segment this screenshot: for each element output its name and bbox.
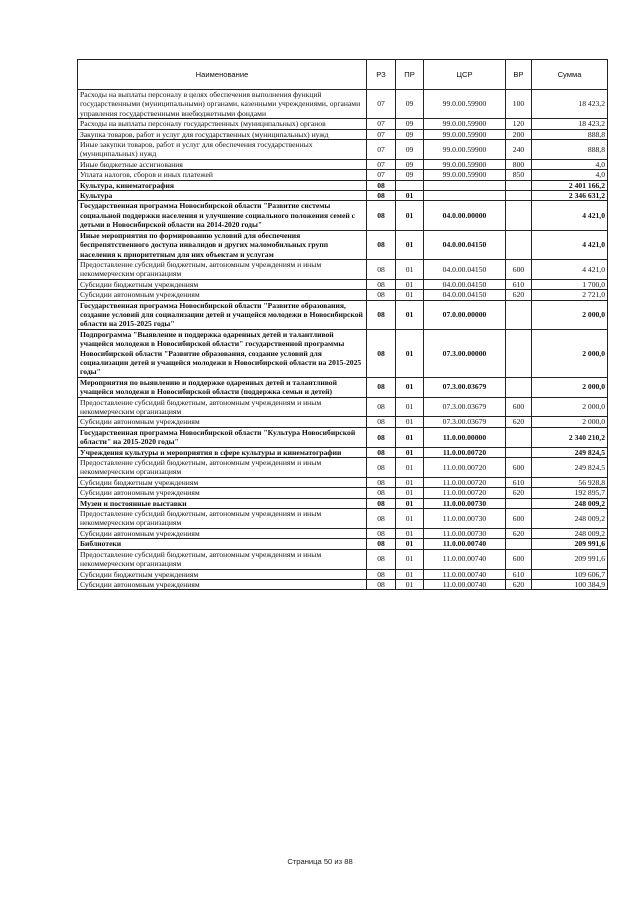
- row-name-cell: Государственная программа Новосибирской области "Развитие системы социальной поддержки населения и улучшение социального положения семей с детьми в Новосибирской области на 2014-2020 годы": [78, 201, 367, 230]
- col-header-sum: Сумма: [532, 60, 608, 90]
- row-sum-cell: 2 721,0: [532, 290, 608, 300]
- row-rz-cell: 08: [367, 528, 396, 538]
- row-rz-cell: 08: [367, 549, 396, 569]
- table-row: [78, 509, 608, 529]
- row-name-cell: Культура: [78, 191, 367, 201]
- row-rz-cell: 07: [367, 119, 396, 129]
- row-rz-cell: 08: [367, 458, 396, 478]
- row-pr-cell: 01: [396, 477, 424, 487]
- row-pr-cell: 01: [396, 191, 424, 201]
- row-vr-cell: 620: [506, 528, 532, 538]
- row-pr-cell: 01: [396, 259, 424, 279]
- row-name-cell: Уплата налогов, сборов и иных платежей: [78, 170, 367, 180]
- budget-document: [77, 59, 607, 590]
- row-csr-cell: 11.0.00.00730: [424, 528, 506, 538]
- row-vr-cell: 240: [506, 140, 532, 160]
- row-pr-cell: 01: [396, 569, 424, 579]
- row-csr-cell: 11.0.00.00730: [424, 509, 506, 529]
- row-csr-cell: 11.0.00.00720: [424, 458, 506, 478]
- row-vr-cell: 620: [506, 579, 532, 589]
- row-sum-cell: 2 401 166,2: [532, 180, 608, 190]
- row-rz-cell: 08: [367, 569, 396, 579]
- row-csr-cell: 11.0.00.00730: [424, 498, 506, 508]
- row-sum-cell: 4 421,0: [532, 201, 608, 230]
- row-name-cell: Мероприятия по выявлению и поддержке одаренных детей и талантливой учащейся молодежи в Новосибирской области (поддержка семьи и детей): [78, 377, 367, 397]
- row-csr-cell: 99.0.00.59900: [424, 170, 506, 180]
- row-sum-cell: 109 606,7: [532, 569, 608, 579]
- row-rz-cell: 08: [367, 377, 396, 397]
- row-sum-cell: 4,0: [532, 170, 608, 180]
- row-rz-cell: 08: [367, 579, 396, 589]
- row-name-cell: Предоставление субсидий бюджетным, автономным учреждениям и иным некоммерческим организациям: [78, 259, 367, 279]
- row-pr-cell: 01: [396, 458, 424, 478]
- table-body: [78, 90, 608, 590]
- row-name-cell: Расходы на выплаты персоналу в целях обеспечения выполнения функций государственными (муниципальными) органами, казенными учреждениями, органами управления государственными внебюджетными фондами: [78, 90, 367, 119]
- row-rz-cell: 08: [367, 290, 396, 300]
- table-row: [78, 279, 608, 289]
- row-pr-cell: 01: [396, 539, 424, 549]
- row-sum-cell: 249 824,5: [532, 447, 608, 457]
- row-vr-cell: [506, 427, 532, 447]
- row-csr-cell: 11.0.00.00740: [424, 549, 506, 569]
- row-csr-cell: 04.0.00.04150: [424, 230, 506, 259]
- row-pr-cell: 01: [396, 230, 424, 259]
- row-vr-cell: 800: [506, 159, 532, 169]
- row-name-cell: Предоставление субсидий бюджетным, автономным учреждениям и иным некоммерческим организациям: [78, 549, 367, 569]
- row-rz-cell: 08: [367, 279, 396, 289]
- row-pr-cell: [396, 180, 424, 190]
- row-sum-cell: 4 421,0: [532, 230, 608, 259]
- row-sum-cell: 209 991,6: [532, 549, 608, 569]
- row-rz-cell: 07: [367, 90, 396, 119]
- row-pr-cell: 09: [396, 170, 424, 180]
- row-vr-cell: [506, 180, 532, 190]
- row-sum-cell: 2 000,0: [532, 397, 608, 417]
- row-vr-cell: 100: [506, 90, 532, 119]
- row-name-cell: Субсидии автономным учреждениям: [78, 290, 367, 300]
- col-header-rz: РЗ: [367, 60, 396, 90]
- row-name-cell: Учреждения культуры и мероприятия в сфере культуры и кинематографии: [78, 447, 367, 457]
- table-row: [78, 477, 608, 487]
- row-csr-cell: 99.0.00.59900: [424, 90, 506, 119]
- row-sum-cell: 248 009,2: [532, 528, 608, 538]
- row-pr-cell: 01: [396, 300, 424, 329]
- row-pr-cell: 09: [396, 90, 424, 119]
- row-name-cell: Подпрограмма "Выявление и поддержка одаренных детей и талантливой учащейся молодежи в Новосибирской области" государственной программы Новосибирской области "Развитие образования, создание условий для социализации детей и учащейся молодежи в Новосибирской области на 2015-2025 годы": [78, 329, 367, 377]
- row-csr-cell: 11.0.00.00000: [424, 427, 506, 447]
- row-name-cell: Субсидии бюджетным учреждениям: [78, 279, 367, 289]
- row-pr-cell: 01: [396, 528, 424, 538]
- row-vr-cell: 600: [506, 259, 532, 279]
- page-number: Страница 50 из 88: [287, 857, 353, 866]
- row-sum-cell: 248 009,2: [532, 498, 608, 508]
- row-vr-cell: [506, 329, 532, 377]
- row-pr-cell: 01: [396, 290, 424, 300]
- row-vr-cell: 620: [506, 417, 532, 427]
- row-pr-cell: 01: [396, 498, 424, 508]
- row-name-cell: Библиотеки: [78, 539, 367, 549]
- row-sum-cell: 888,8: [532, 140, 608, 160]
- row-sum-cell: 2 000,0: [532, 329, 608, 377]
- row-vr-cell: 200: [506, 129, 532, 139]
- row-rz-cell: 07: [367, 159, 396, 169]
- row-rz-cell: 08: [367, 300, 396, 329]
- table-row: [78, 140, 608, 160]
- row-csr-cell: [424, 180, 506, 190]
- row-vr-cell: 610: [506, 569, 532, 579]
- row-name-cell: Субсидии бюджетным учреждениям: [78, 477, 367, 487]
- row-vr-cell: [506, 201, 532, 230]
- table-row: [78, 119, 608, 129]
- table-row: [78, 498, 608, 508]
- row-sum-cell: 2 000,0: [532, 377, 608, 397]
- table-row: [78, 170, 608, 180]
- row-pr-cell: 01: [396, 417, 424, 427]
- row-name-cell: Закупка товаров, работ и услуг для государственных (муниципальных) нужд: [78, 129, 367, 139]
- row-csr-cell: 07.3.00.03679: [424, 377, 506, 397]
- table-row: [78, 397, 608, 417]
- table-row: [78, 528, 608, 538]
- row-sum-cell: 1 700,0: [532, 279, 608, 289]
- row-pr-cell: 01: [396, 488, 424, 498]
- row-vr-cell: 620: [506, 488, 532, 498]
- row-name-cell: Культура, кинематография: [78, 180, 367, 190]
- row-csr-cell: 99.0.00.59900: [424, 159, 506, 169]
- row-vr-cell: [506, 498, 532, 508]
- col-header-name: Наименование: [78, 60, 367, 90]
- table-row: [78, 201, 608, 230]
- table-row: [78, 488, 608, 498]
- row-vr-cell: 600: [506, 549, 532, 569]
- row-pr-cell: 01: [396, 447, 424, 457]
- row-sum-cell: 888,8: [532, 129, 608, 139]
- row-pr-cell: 01: [396, 397, 424, 417]
- row-rz-cell: 08: [367, 447, 396, 457]
- row-vr-cell: 600: [506, 397, 532, 417]
- row-pr-cell: 01: [396, 509, 424, 529]
- table-row: [78, 129, 608, 139]
- row-pr-cell: 01: [396, 201, 424, 230]
- row-sum-cell: 2 340 210,2: [532, 427, 608, 447]
- row-rz-cell: 08: [367, 329, 396, 377]
- row-rz-cell: 08: [367, 427, 396, 447]
- row-csr-cell: 07.3.00.03679: [424, 397, 506, 417]
- row-pr-cell: 09: [396, 140, 424, 160]
- row-name-cell: Расходы на выплаты персоналу государственных (муниципальных) органов: [78, 119, 367, 129]
- row-rz-cell: 08: [367, 191, 396, 201]
- row-name-cell: Государственная программа Новосибирской области "Культура Новосибирской области" на 2015-2020 годы": [78, 427, 367, 447]
- row-vr-cell: [506, 300, 532, 329]
- row-csr-cell: 11.0.00.00740: [424, 579, 506, 589]
- row-sum-cell: 18 423,2: [532, 119, 608, 129]
- row-vr-cell: [506, 230, 532, 259]
- row-pr-cell: 09: [396, 129, 424, 139]
- row-vr-cell: [506, 191, 532, 201]
- table-row: [78, 539, 608, 549]
- table-row: [78, 579, 608, 589]
- row-name-cell: Предоставление субсидий бюджетным, автономным учреждениям и иным некоммерческим организациям: [78, 509, 367, 529]
- table-row: [78, 447, 608, 457]
- row-csr-cell: 11.0.00.00740: [424, 539, 506, 549]
- row-sum-cell: 2 000,0: [532, 300, 608, 329]
- table-row: [78, 427, 608, 447]
- row-name-cell: Предоставление субсидий бюджетным, автономным учреждениям и иным некоммерческим организациям: [78, 397, 367, 417]
- row-csr-cell: 11.0.00.00720: [424, 488, 506, 498]
- table-row: [78, 377, 608, 397]
- row-csr-cell: 07.3.00.00000: [424, 329, 506, 377]
- row-rz-cell: 08: [367, 477, 396, 487]
- row-name-cell: Субсидии автономным учреждениям: [78, 417, 367, 427]
- table-row: [78, 259, 608, 279]
- row-csr-cell: 04.0.00.04150: [424, 259, 506, 279]
- row-sum-cell: 4,0: [532, 159, 608, 169]
- row-name-cell: Субсидии автономным учреждениям: [78, 579, 367, 589]
- row-name-cell: Субсидии автономным учреждениям: [78, 528, 367, 538]
- row-csr-cell: 04.0.00.00000: [424, 201, 506, 230]
- row-name-cell: Предоставление субсидий бюджетным, автономным учреждениям и иным некоммерческим организациям: [78, 458, 367, 478]
- table-row: [78, 180, 608, 190]
- row-pr-cell: 01: [396, 329, 424, 377]
- row-pr-cell: 01: [396, 377, 424, 397]
- row-name-cell: Иные бюджетные ассигнования: [78, 159, 367, 169]
- table-row: [78, 458, 608, 478]
- row-vr-cell: 610: [506, 477, 532, 487]
- row-vr-cell: [506, 447, 532, 457]
- row-sum-cell: 56 928,8: [532, 477, 608, 487]
- col-header-vr: ВР: [506, 60, 532, 90]
- table-row: [78, 549, 608, 569]
- row-name-cell: Субсидии автономным учреждениям: [78, 488, 367, 498]
- row-rz-cell: 08: [367, 509, 396, 529]
- row-csr-cell: 04.0.00.04150: [424, 279, 506, 289]
- row-pr-cell: 09: [396, 159, 424, 169]
- col-header-csr: ЦСР: [424, 60, 506, 90]
- row-csr-cell: 04.0.00.04150: [424, 290, 506, 300]
- row-vr-cell: [506, 377, 532, 397]
- table-row: [78, 191, 608, 201]
- table-row: [78, 329, 608, 377]
- row-csr-cell: 07.0.00.00000: [424, 300, 506, 329]
- row-name-cell: Иные мероприятия по формированию условий для обеспечения беспрепятственного доступа инвалидов и других маломобильных групп населения к приоритетным для них объектам и услугам: [78, 230, 367, 259]
- row-vr-cell: 600: [506, 509, 532, 529]
- row-rz-cell: 08: [367, 230, 396, 259]
- row-csr-cell: 99.0.00.59900: [424, 140, 506, 160]
- row-name-cell: Государственная программа Новосибирской области "Развитие образования, создание условий для социализации детей и учащейся молодежи в Новосибирской области на 2015-2025 годы": [78, 300, 367, 329]
- row-sum-cell: 248 009,2: [532, 509, 608, 529]
- table-row: [78, 230, 608, 259]
- table-row: [78, 300, 608, 329]
- table-row: [78, 159, 608, 169]
- row-rz-cell: 08: [367, 397, 396, 417]
- col-header-pr: ПР: [396, 60, 424, 90]
- row-pr-cell: 01: [396, 579, 424, 589]
- row-rz-cell: 08: [367, 498, 396, 508]
- table-row: [78, 569, 608, 579]
- row-rz-cell: 08: [367, 201, 396, 230]
- row-csr-cell: [424, 191, 506, 201]
- row-sum-cell: 100 384,9: [532, 579, 608, 589]
- row-csr-cell: 11.0.00.00720: [424, 477, 506, 487]
- row-vr-cell: 620: [506, 290, 532, 300]
- table-row: [78, 90, 608, 119]
- row-csr-cell: 99.0.00.59900: [424, 129, 506, 139]
- table-row: [78, 417, 608, 427]
- row-name-cell: Музеи и постоянные выставки: [78, 498, 367, 508]
- row-name-cell: Иные закупки товаров, работ и услуг для обеспечения государственных (муниципальных) нужд: [78, 140, 367, 160]
- row-sum-cell: 4 421,0: [532, 259, 608, 279]
- row-rz-cell: 08: [367, 259, 396, 279]
- row-rz-cell: 07: [367, 129, 396, 139]
- row-vr-cell: 850: [506, 170, 532, 180]
- row-csr-cell: 07.3.00.03679: [424, 417, 506, 427]
- row-pr-cell: 01: [396, 279, 424, 289]
- row-sum-cell: 2 346 631,2: [532, 191, 608, 201]
- row-pr-cell: 01: [396, 427, 424, 447]
- row-vr-cell: 610: [506, 279, 532, 289]
- row-rz-cell: 07: [367, 170, 396, 180]
- row-vr-cell: 120: [506, 119, 532, 129]
- row-csr-cell: 99.0.00.59900: [424, 119, 506, 129]
- row-pr-cell: 09: [396, 119, 424, 129]
- row-csr-cell: 11.0.00.00720: [424, 447, 506, 457]
- row-rz-cell: 08: [367, 180, 396, 190]
- row-rz-cell: 08: [367, 488, 396, 498]
- budget-table: [77, 59, 608, 590]
- row-sum-cell: 192 895,7: [532, 488, 608, 498]
- row-vr-cell: [506, 539, 532, 549]
- row-name-cell: Субсидии бюджетным учреждениям: [78, 569, 367, 579]
- row-rz-cell: 07: [367, 140, 396, 160]
- row-rz-cell: 08: [367, 539, 396, 549]
- row-sum-cell: 249 824,5: [532, 458, 608, 478]
- row-csr-cell: 11.0.00.00740: [424, 569, 506, 579]
- table-row: [78, 290, 608, 300]
- row-sum-cell: 18 423,2: [532, 90, 608, 119]
- row-sum-cell: 2 000,0: [532, 417, 608, 427]
- row-vr-cell: 600: [506, 458, 532, 478]
- table-header-row: [78, 60, 608, 90]
- row-rz-cell: 08: [367, 417, 396, 427]
- row-pr-cell: 01: [396, 549, 424, 569]
- row-sum-cell: 209 991,6: [532, 539, 608, 549]
